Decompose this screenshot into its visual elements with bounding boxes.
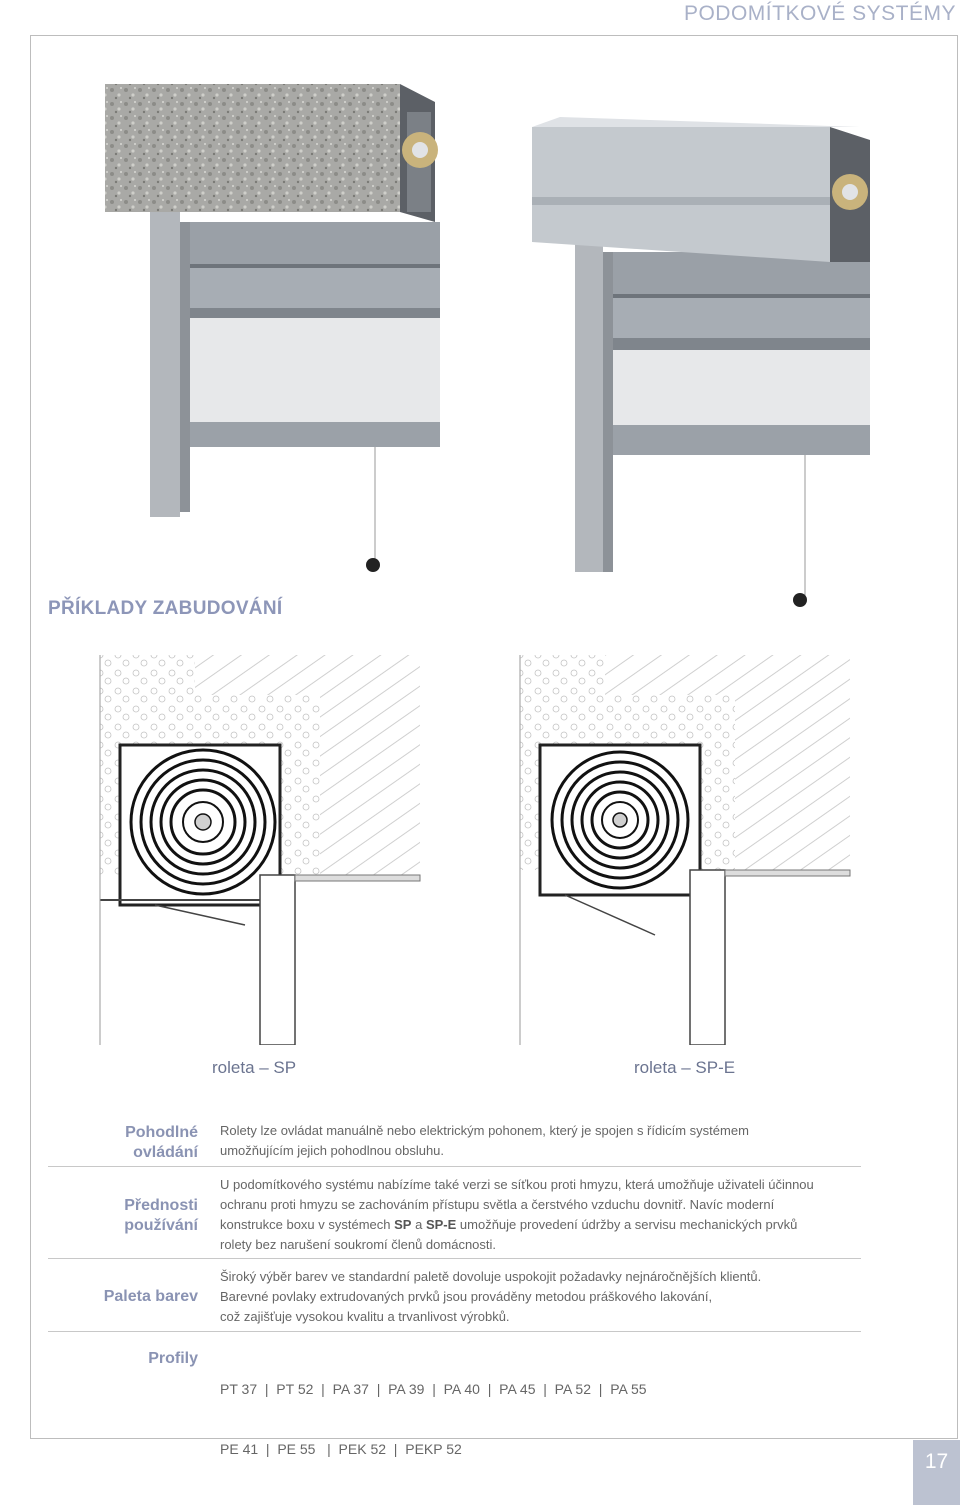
drawing-roleta-sp-e: [515, 650, 855, 1045]
caption-roleta-sp-e: roleta – SP-E: [634, 1058, 736, 1077]
text-pohodlne-ovladani: Rolety lze ovládat manuálně nebo elektrickým pohonem, který je spojen s řídicím systémem umožňujícím jejich pohodlnou obsluhu.: [220, 1123, 749, 1158]
label-prednosti-pouzivani: Přednosti používání: [124, 1197, 198, 1234]
label-pohodlne-ovladani: Pohodlné ovládání: [125, 1124, 198, 1161]
section-title: PŘÍKLADY ZABUDOVÁNÍ: [48, 598, 283, 619]
drawing-roleta-sp: [95, 650, 425, 1045]
divider: [48, 1166, 861, 1167]
label-profily: Profily: [148, 1350, 198, 1367]
page-number-box: [913, 1440, 960, 1505]
label-paleta-barev: Paleta barev: [103, 1288, 198, 1305]
page-number: 17: [924, 1450, 949, 1473]
text-paleta-barev: Široký výběr barev ve standardní paletě dovoluje uspokojit požadavky nejnáročnějších klientů. Barevné povlaky extrudovaných prvků jsou prováděny metodou práškového lakování, což zajišťuje vysokou kvalitu a trvanlivost výrobků.: [220, 1269, 762, 1324]
text-prednosti-pouzivani: U podomítkového systému nabízíme také verzi se síťkou proti hmyzu, která umožňuje uživateli účinnou ochranu proti hmyzu se zachováním přístupu světla a čerstvého vzduchu dovnitř. Navíc moderní konstrukce boxu v systémech SP a SP-E umožňuje provedení údržby a servisu mechanických prvků rolety bez narušení soukromí členů domácnosti.: [220, 1177, 814, 1252]
photo-roleta-sp-e: [520, 72, 890, 612]
divider: [48, 1258, 861, 1259]
divider: [48, 1331, 861, 1332]
text-profily: PT 37 | PT 52 | PA 37 | PA 39 | PA 40 | PA 45 | PA 52 | PA 55 PE 41 | PE 55 | PEK 52 | PEKP 52: [220, 1381, 647, 1457]
caption-roleta-sp: roleta – SP: [212, 1058, 297, 1077]
photo-roleta-sp: [95, 72, 465, 582]
header-title: PODOMÍTKOVÉ SYSTÉMY: [683, 2, 956, 25]
